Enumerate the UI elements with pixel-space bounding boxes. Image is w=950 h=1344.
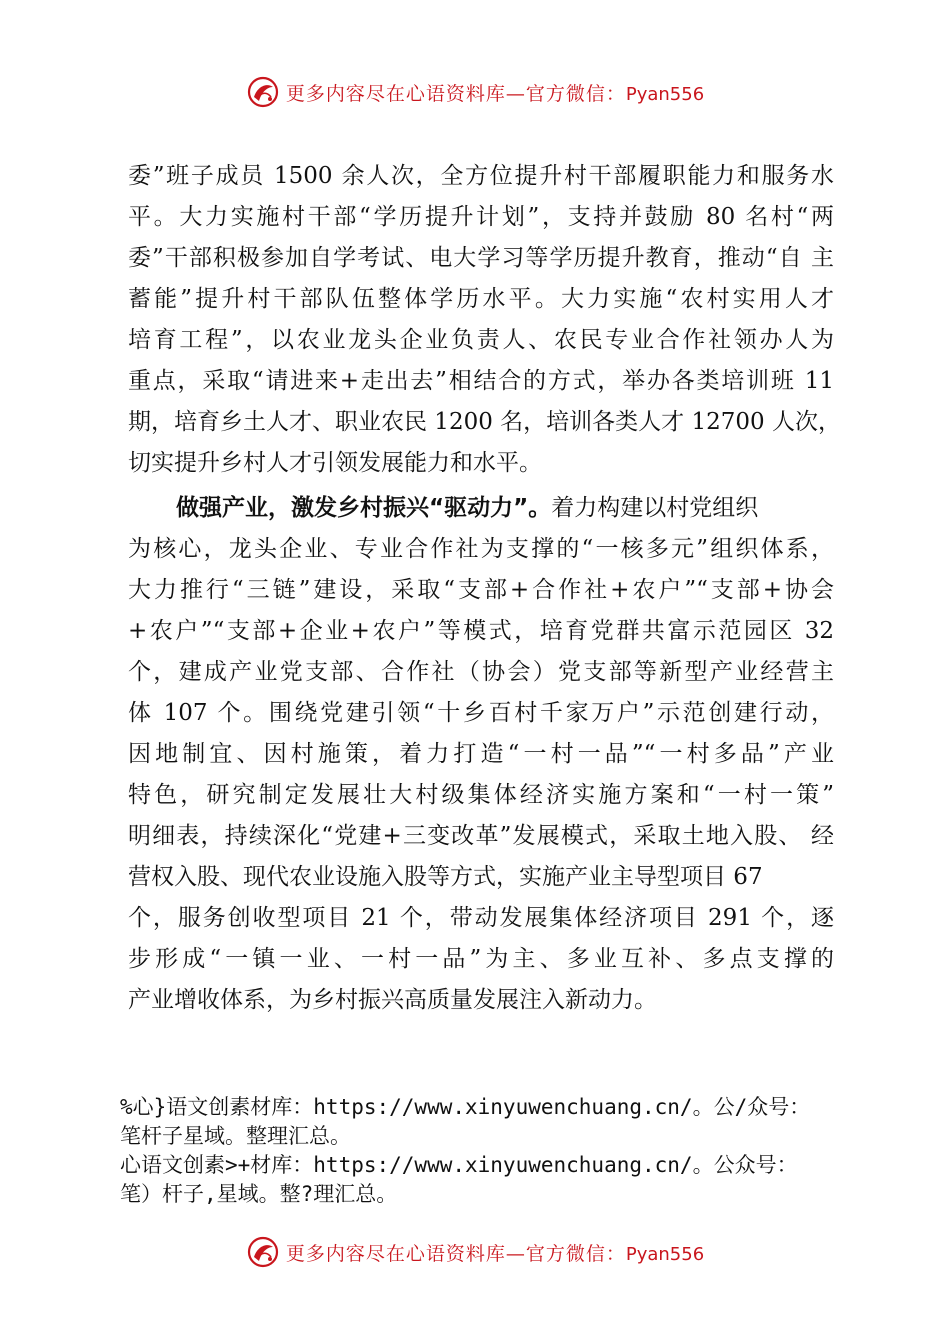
seal-logo-icon: [246, 1235, 280, 1269]
text-line: 委”干部积极参加自学考试、电大学习等学历提升教育，推动“自 主: [128, 245, 834, 271]
banner-text: [286, 79, 704, 106]
paragraph-2: [128, 488, 834, 1021]
banner-wechat-id: Pyan556: [625, 83, 705, 105]
text-line: 产业增收体系，为乡村振兴高质量发展注入新动力。: [128, 987, 657, 1013]
text-line: 委”班子成员 1500 余人次，全方位提升村干部履职能力和服务水: [128, 163, 834, 189]
source-footer: [120, 1093, 880, 1209]
banner-text: [286, 1239, 704, 1266]
text-line: 个，服务创收型项目 21 个，带动发展集体经济项目 291 个，逐: [128, 905, 834, 931]
text-line: 大力推行“三链”建设，采取“支部+合作社+农户”“支部+协会: [128, 577, 834, 603]
footer-line: 心语文创素>+材库：https://www.xinyuwenchuang.cn/。公众号：: [120, 1153, 798, 1177]
paragraph-heading: 做强产业，激发乡村振兴“驱动力”。: [176, 495, 552, 521]
text-line: 培育工程”，以农业龙头企业负责人、农民专业合作社领办人为: [128, 327, 834, 353]
text-line: 特色，研究制定发展壮大村级集体经济实施方案和“一村一策”: [128, 782, 834, 808]
paragraph-1: [128, 156, 841, 484]
banner-wechat-label: 官方微信：: [525, 82, 626, 105]
footer-banner: [0, 1232, 950, 1272]
text-line: 个，建成产业党支部、合作社（协会）党支部等新型产业经营主: [128, 659, 834, 685]
footer-line: 笔杆子星域。整理汇总。: [120, 1124, 351, 1148]
text-line: 步形成“一镇一业、一村一品”为主、多业互补、多点支撑的: [128, 946, 834, 972]
text-line: 营权入股、现代农业设施入股等方式，实施产业主导型项目 67: [128, 864, 763, 890]
text-line: 平。大力实施村干部“学历提升计划”，支持并鼓励 80 名村“两: [128, 204, 834, 230]
header-banner: [0, 72, 950, 112]
banner-wechat-label: 官方微信：: [525, 1242, 626, 1265]
banner-separator: —: [505, 82, 526, 105]
text-line: 体 107 个。围绕党建引领“十乡百村千家万户”示范创建行动，: [128, 700, 834, 726]
text-line: 因地制宜、因村施策，着力打造“一村一品”“一村多品”产业: [128, 741, 834, 767]
text-line: +农户”“支部+企业+农户”等模式，培育党群共富示范园区 32: [128, 618, 834, 644]
text-line: 切实提升乡村人才引领发展能力和水平。: [128, 450, 542, 476]
document-body: [128, 156, 841, 1021]
text-line: 明细表，持续深化“党建+三变改革”发展模式，采取土地入股、 经: [128, 823, 834, 849]
seal-logo-icon: [246, 75, 280, 109]
heading-continuation: 着力构建以村党组织: [551, 495, 759, 521]
banner-wechat-id: Pyan556: [625, 1243, 705, 1265]
text-line: 期，培育乡土人才、职业农民 1200 名，培训各类人才 12700 人次，: [128, 409, 841, 435]
banner-slogan: 更多内容尽在心语资料库: [285, 1242, 506, 1265]
footer-line: 笔）杆子,星域。整?理汇总。: [120, 1182, 398, 1206]
text-line: 为核心，龙头企业、专业合作社为支撑的“一核多元”组织体系，: [128, 536, 834, 562]
banner-slogan: 更多内容尽在心语资料库: [285, 82, 506, 105]
footer-line: %心}语文创素材库：https://www.xinyuwenchuang.cn/。公/众号：: [120, 1095, 811, 1119]
text-line: [128, 488, 834, 529]
text-line: 重点，采取“请进来+走出去”相结合的方式，举办各类培训班 11: [128, 368, 834, 394]
text-line: 蓄能”提升村干部队伍整体学历水平。大力实施“农村实用人才: [128, 286, 834, 312]
banner-separator: —: [505, 1242, 526, 1265]
